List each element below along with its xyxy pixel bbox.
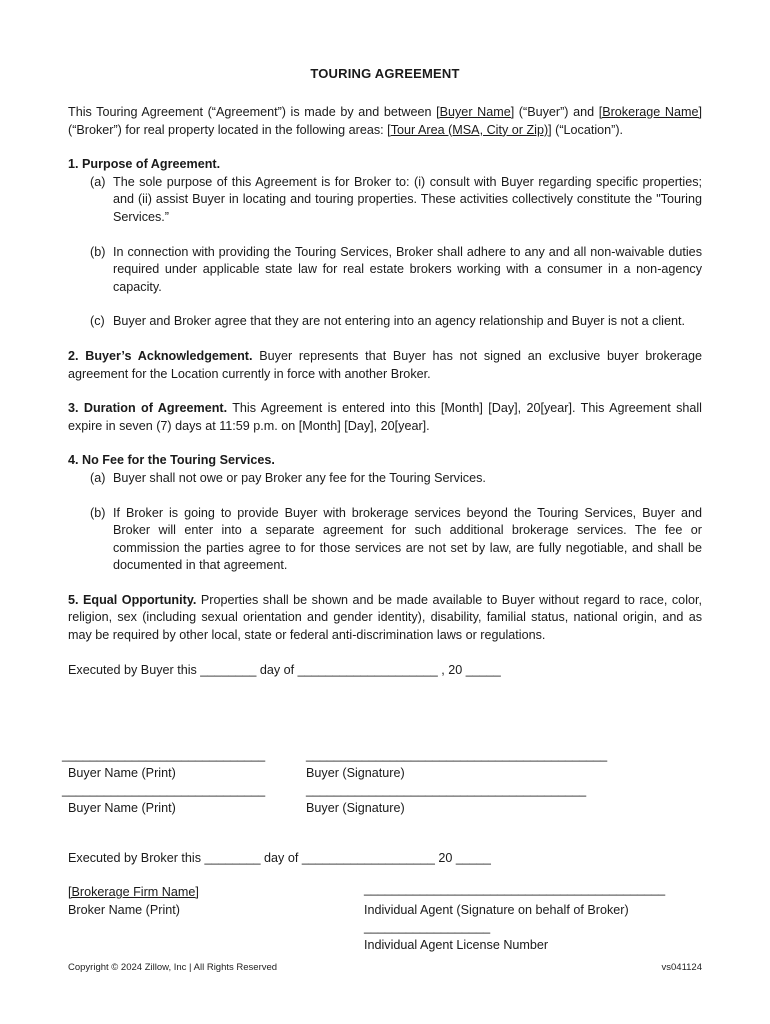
- item-text: If Broker is going to provide Buyer with brokerage services beyond the Touring Services, Buyer and Broker will enter into a separate agreement for such additional brokerage services. The fee or commission the parties agree to for those services are not set by law, are fully negotiable, and shall be documented in that agreement.: [113, 505, 702, 573]
- section-equal-opportunity: [68, 592, 702, 645]
- list-item: [68, 505, 702, 575]
- version-code: vs041124: [661, 962, 702, 973]
- section-heading: 2. Buyer’s Acknowledgement.: [68, 348, 253, 363]
- list-item: [68, 174, 702, 227]
- item-label: (b): [90, 505, 106, 520]
- broker-execution-line: Executed by Broker this ________ day of ___________________ 20 _____: [68, 851, 491, 865]
- agent-license-line[interactable]: __________________: [364, 920, 491, 934]
- section-text: This Agreement is entered into this [Month] [Day], 20[year]. This Agreement shall expire in seven (7) days at 11:59 p.m. on [Month] [Day], 20[year].: [68, 401, 702, 433]
- buyer-signature-line-1[interactable]: ___________________________________________: [306, 748, 608, 762]
- intro-paragraph: [68, 104, 702, 139]
- section-duration: [68, 400, 702, 435]
- item-text: The sole purpose of this Agreement is for Broker to: (i) consult with Buyer regarding specific properties; and (ii) assist Buyer in locating and touring properties. These activities collectively constitute the "Touring Services.”: [113, 174, 702, 224]
- list-item: [68, 470, 702, 488]
- section-text: Buyer represents that Buyer has not signed an exclusive buyer brokerage agreement for the Location currently in force with another Broker.: [68, 348, 702, 381]
- item-label: (a): [90, 174, 106, 189]
- agent-signature-label: Individual Agent (Signature on behalf of Broker): [364, 903, 629, 917]
- list-item: [68, 244, 702, 297]
- section-heading: 5. Equal Opportunity.: [68, 592, 197, 607]
- buyer-signature-label-1: Buyer (Signature): [306, 766, 405, 780]
- intro-text-2: (“Buyer”) and: [514, 105, 599, 119]
- buyer-name-print-label-2: Buyer Name (Print): [68, 801, 176, 815]
- intro-text-3: (“Broker”) for real property located in the following areas: [: [68, 122, 391, 137]
- buyer-signature-label-2: Buyer (Signature): [306, 801, 405, 815]
- buyer-name-placeholder: [Buyer Name]: [436, 105, 515, 119]
- document-title: TOURING AGREEMENT: [310, 66, 460, 81]
- item-text: In connection with providing the Touring Services, Broker shall adhere to any and all non-waivable duties required under applicable state law for real estate brokers working with a consumer in a non-agency capacity.: [113, 244, 702, 294]
- intro-text-4: ] (“Location”).: [548, 122, 624, 137]
- intro-text-1: This Touring Agreement (“Agreement”) is made by and between: [68, 105, 437, 119]
- item-label: (a): [90, 470, 106, 485]
- section-buyer-acknowledgement: [68, 348, 702, 383]
- agent-license-label: Individual Agent License Number: [364, 938, 549, 952]
- section-purpose: [68, 156, 702, 331]
- section-heading: 1. Purpose of Agreement.: [68, 157, 221, 172]
- section-heading: 4. No Fee for the Touring Services.: [68, 453, 275, 468]
- buyer-name-line-2[interactable]: _____________________________: [62, 783, 266, 797]
- page-footer: [68, 962, 702, 973]
- tour-area-placeholder: Tour Area (MSA, City or Zip): [390, 122, 549, 137]
- agreement-body: [68, 104, 702, 679]
- buyer-signature-line-2[interactable]: ________________________________________: [306, 783, 587, 797]
- broker-name-print-label: Broker Name (Print): [68, 903, 180, 917]
- brokerage-name-placeholder: [Brokerage Name]: [598, 105, 703, 119]
- agent-signature-line[interactable]: ___________________________________________: [364, 882, 666, 896]
- brokerage-firm-name-placeholder: [Brokerage Firm Name]: [68, 885, 199, 899]
- buyer-execution-line: Executed by Buyer this ________ day of ____________________ , 20 _____: [68, 662, 501, 677]
- list-item: [68, 313, 702, 331]
- buyer-name-print-label-1: Buyer Name (Print): [68, 766, 176, 780]
- item-label: (c): [90, 314, 105, 329]
- section-text: Properties shall be shown and be made available to Buyer without regard to race, color, religion, sex (including sexual orientation and gender identity), disability, familial status, national origin, and as may be required by other local, state or federal anti-discrimination laws or regulations.: [68, 592, 702, 643]
- item-label: (b): [90, 244, 106, 259]
- copyright-notice: Copyright © 2024 Zillow, Inc | All Rights Reserved: [68, 962, 278, 973]
- item-text: Buyer shall not owe or pay Broker any fee for the Touring Services.: [113, 470, 486, 485]
- buyer-name-line-1[interactable]: _____________________________: [62, 748, 266, 762]
- section-no-fee: [68, 452, 702, 575]
- item-text: Buyer and Broker agree that they are not entering into an agency relationship and Buyer is not a client.: [113, 314, 685, 329]
- section-heading: 3. Duration of Agreement.: [68, 401, 228, 416]
